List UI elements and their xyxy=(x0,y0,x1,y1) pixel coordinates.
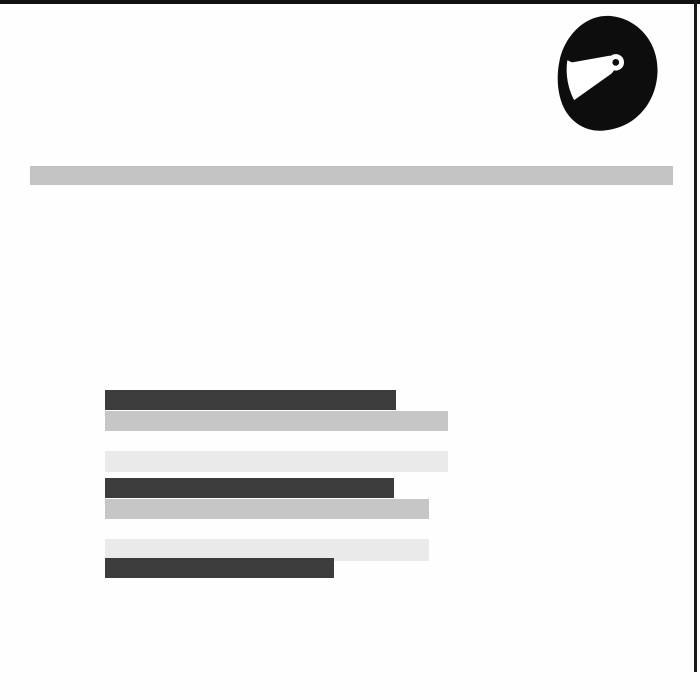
shoes-section xyxy=(30,390,450,475)
size-number-row xyxy=(30,166,673,185)
shoes-us-row xyxy=(105,431,448,451)
shoes-section-title xyxy=(105,390,396,410)
shoes-cm-row xyxy=(105,451,448,472)
gloves-eu-row xyxy=(105,499,429,519)
racing-helmet-icon xyxy=(550,12,668,134)
gloves-us-row xyxy=(105,519,429,539)
gloves-section-title xyxy=(105,478,394,498)
size-band-row xyxy=(30,143,673,164)
right-border-line xyxy=(694,0,697,672)
helmet-section xyxy=(30,558,450,698)
helmet-section-title xyxy=(105,558,334,578)
textile-size-table xyxy=(30,143,673,185)
gloves-section xyxy=(30,478,450,563)
shoes-eu-row xyxy=(105,411,448,431)
top-border-line xyxy=(0,0,700,4)
